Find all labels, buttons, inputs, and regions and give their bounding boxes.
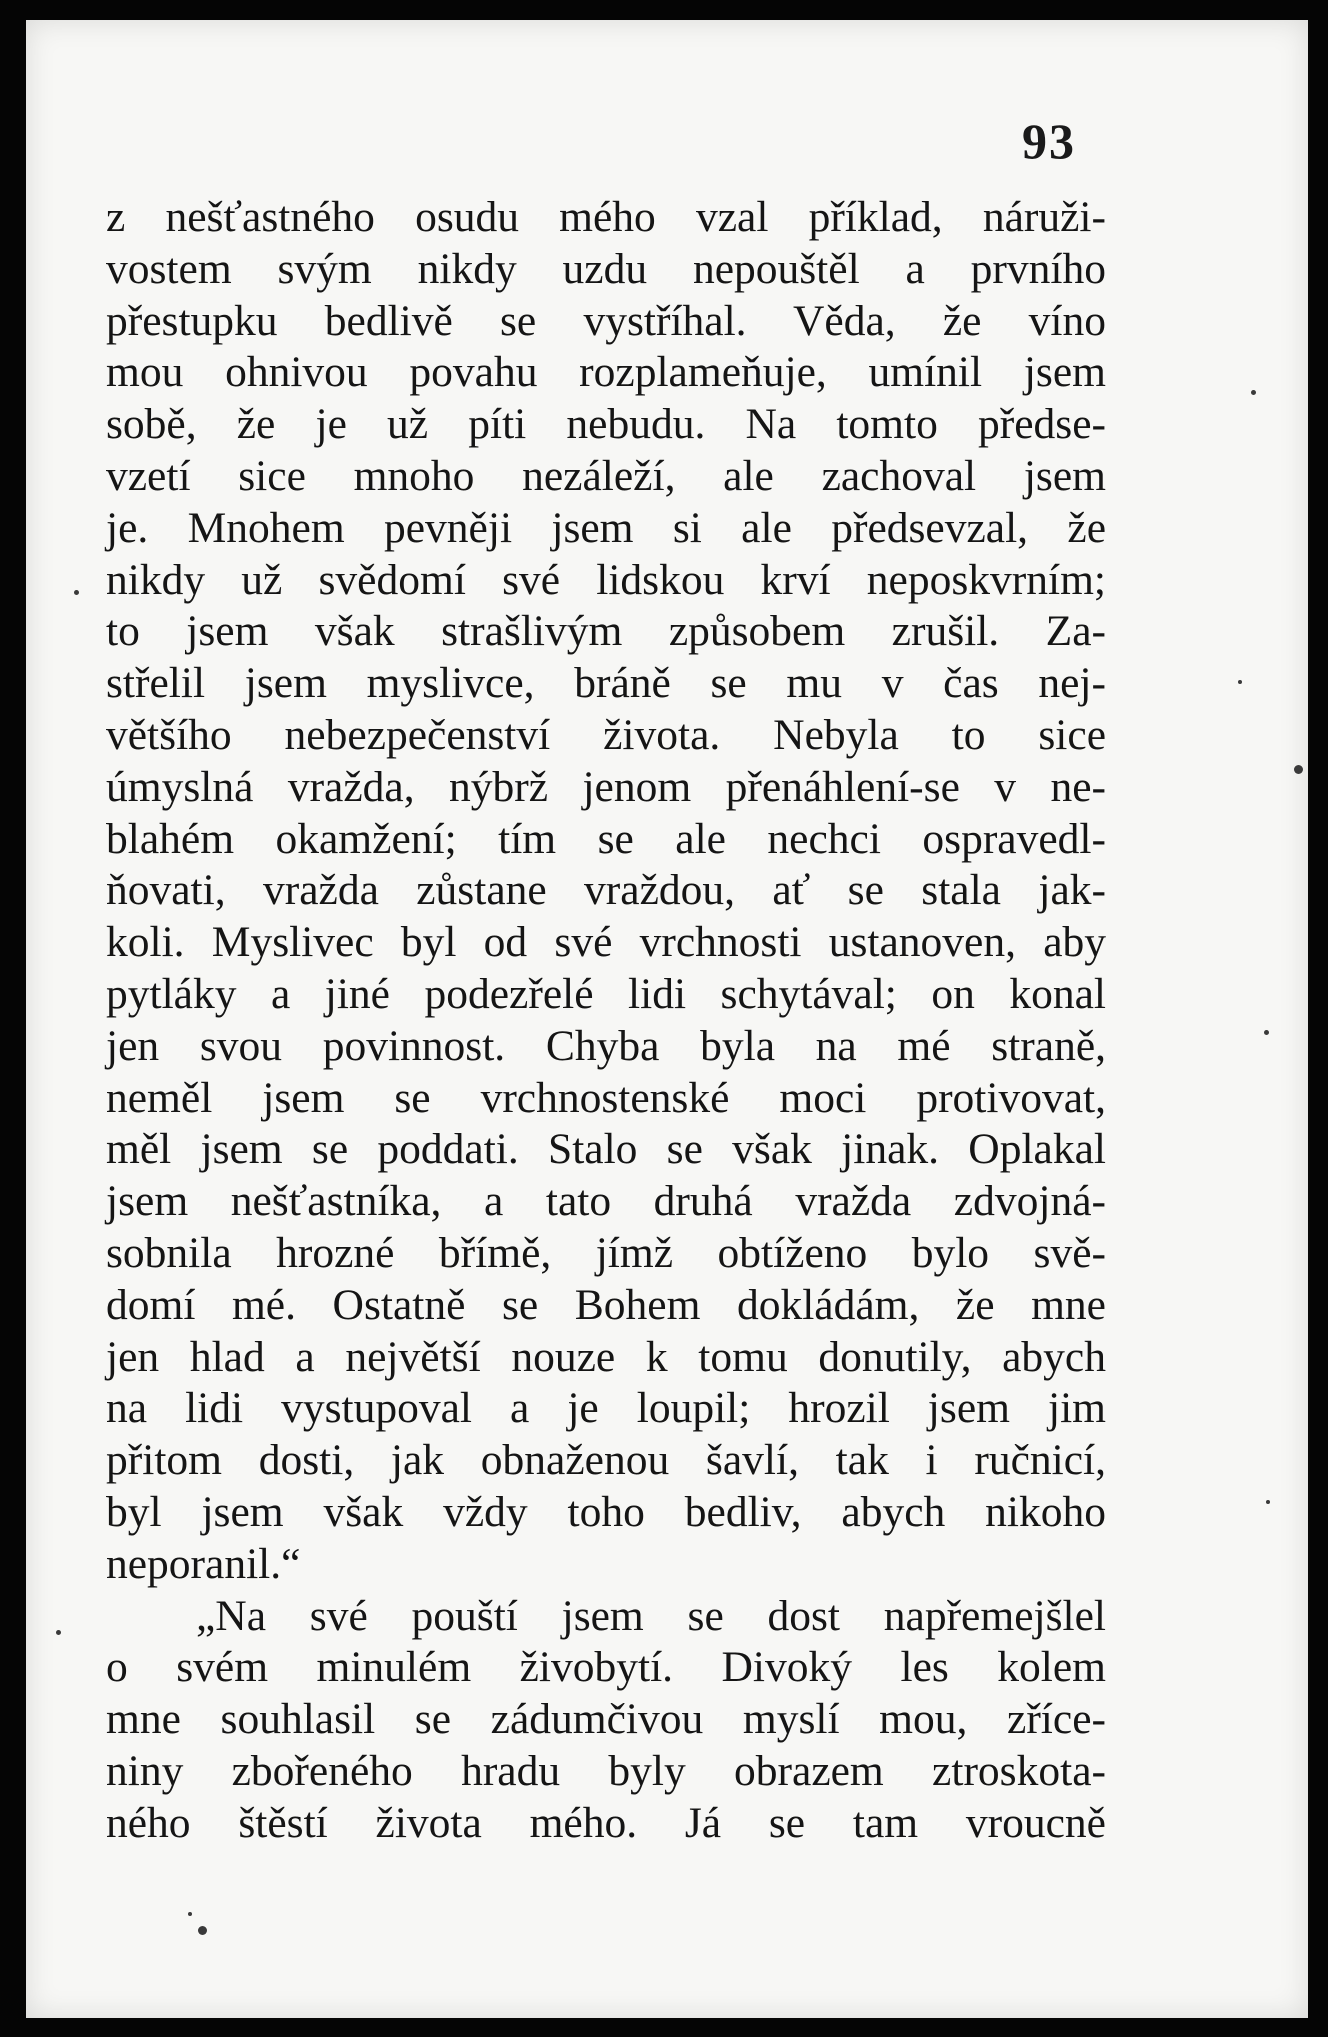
text-line: niny zbořeného hradu byly obrazem ztroskota- — [106, 1746, 1106, 1795]
text-line: sobnila hrozné břímě, jímž obtíženo bylo svě- — [106, 1228, 1106, 1277]
dust-speck — [74, 590, 79, 595]
text-line: úmyslná vražda, nýbrž jenom přenáhlení-se v ne- — [106, 762, 1106, 811]
dust-speck — [56, 1630, 61, 1635]
text-line: přitom dosti, jak obnaženou šavlí, tak i ručnicí, — [106, 1436, 1106, 1485]
text-line-paragraph-end: neporanil.“ — [106, 1539, 301, 1588]
body-text — [106, 192, 1106, 1850]
text-line: přestupku bedlivě se vystříhal. Věda, že víno — [106, 296, 1106, 345]
text-line: z nešťastného osudu mého vzal příklad, náruži- — [106, 193, 1106, 241]
text-line: vzetí sice mnoho nezáleží, ale zachoval jsem — [106, 451, 1106, 500]
text-line: vostem svým nikdy uzdu nepouštěl a prvního — [106, 244, 1106, 293]
dust-speck — [1251, 390, 1256, 395]
book-page — [26, 20, 1308, 2018]
text-line: neměl jsem se vrchnostenské moci protivovat, — [106, 1073, 1106, 1122]
text-line: mou ohnivou povahu rozplameňuje, umínil jsem — [106, 348, 1106, 397]
text-line: jen hlad a největší nouze k tomu donutily, abych — [106, 1332, 1106, 1381]
text-line: je. Mnohem pevněji jsem si ale předsevzal, že — [106, 503, 1106, 552]
text-line: domí mé. Ostatně se Bohem dokládám, že mne — [106, 1280, 1106, 1329]
page-number: 93 — [1022, 113, 1076, 169]
text-line: blahém okamžení; tím se ale nechci ospravedl- — [106, 814, 1106, 863]
text-line: sobě, že je už píti nebudu. Na tomto předse- — [106, 400, 1106, 449]
text-line: střelil jsem myslivce, bráně se mu v čas nej- — [106, 659, 1106, 708]
text-line: ného štěstí života mého. Já se tam vroucně — [106, 1798, 1106, 1847]
text-line: většího nebezpečenství života. Nebyla to sice — [106, 710, 1106, 759]
text-line: pytláky a jiné podezřelé lidi schytával; on konal — [106, 969, 1106, 1018]
text-line: jsem nešťastníka, a tato druhá vražda zdvojná- — [106, 1177, 1106, 1226]
text-line: mne souhlasil se zádumčivou myslí mou, zříce- — [106, 1695, 1106, 1744]
text-line: jen svou povinnost. Chyba byla na mé straně, — [106, 1021, 1106, 1070]
text-line: měl jsem se poddati. Stalo se však jinak. Oplakal — [106, 1125, 1106, 1174]
text-line-paragraph-start: „Na své pouští jsem se dost napřemejšlel — [196, 1591, 1106, 1640]
text-line: ňovati, vražda zůstane vraždou, ať se stala jak- — [106, 866, 1106, 915]
dust-speck — [1266, 1500, 1270, 1504]
text-line: byl jsem však vždy toho bedliv, abych nikoho — [106, 1487, 1106, 1536]
dust-speck — [1238, 680, 1242, 684]
dust-speck — [1294, 765, 1303, 774]
text-line: nikdy už svědomí své lidskou krví neposkvrním; — [106, 555, 1106, 604]
text-line: koli. Myslivec byl od své vrchnosti ustanoven, aby — [106, 918, 1106, 967]
text-line: to jsem však strašlivým způsobem zrušil. Za- — [106, 607, 1106, 656]
dust-speck — [198, 1926, 207, 1935]
dust-speck — [1264, 1030, 1269, 1035]
text-line: na lidi vystupoval a je loupil; hrozil jsem jim — [106, 1384, 1106, 1433]
dust-speck — [188, 1912, 192, 1916]
text-line: o svém minulém živobytí. Divoký les kolem — [106, 1643, 1106, 1692]
